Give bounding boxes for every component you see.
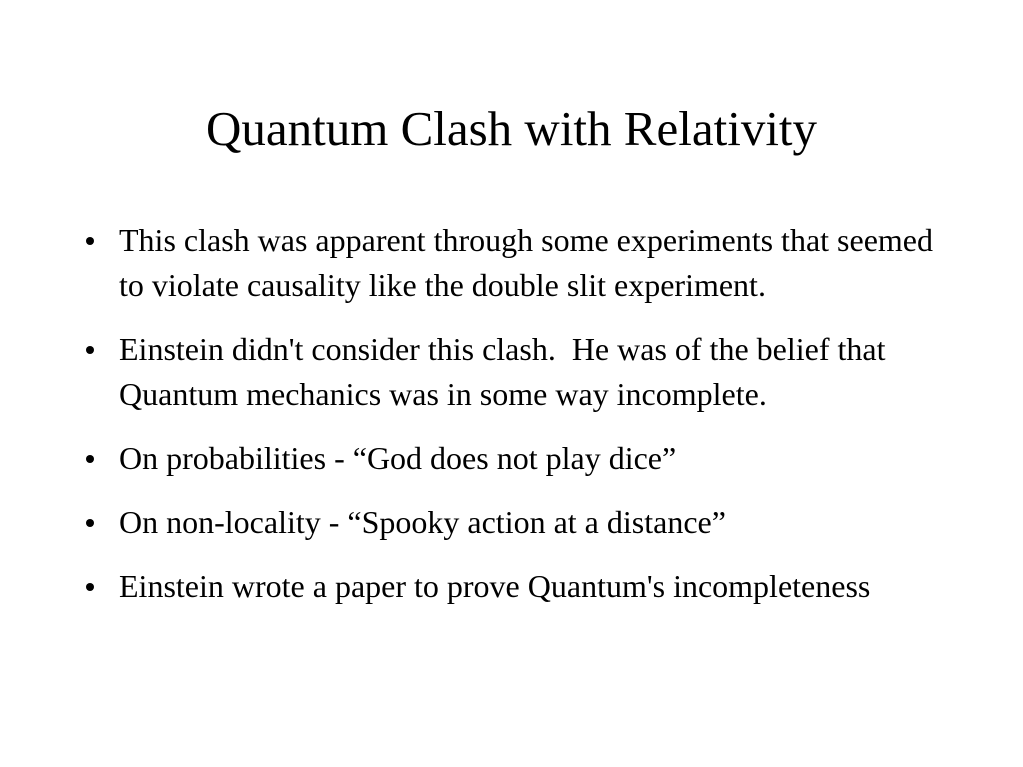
bullet-text: On probabilities - “God does not play dice” [119, 440, 677, 476]
bullet-item [83, 218, 963, 308]
slide-title: Quantum Clash with Relativity [205, 101, 818, 156]
bullet-text: Einstein didn't consider this clash. He was of the belief that Quantum mechanics was in some way incomplete. [119, 331, 894, 412]
bullet-item [83, 500, 963, 545]
bullet-item [83, 327, 963, 417]
bullet-item [83, 564, 963, 609]
bullet-dot-icon [86, 583, 94, 591]
bullet-text: On non-locality - “Spooky action at a distance” [119, 504, 726, 540]
bullet-dot-icon [86, 519, 94, 527]
bullet-item [83, 436, 963, 481]
bullet-dot-icon [86, 455, 94, 463]
bullet-text: This clash was apparent through some experiments that seemed to violate causality like the double slit experiment. [119, 222, 933, 303]
bullet-text: Einstein wrote a paper to prove Quantum's incompleteness [119, 568, 871, 604]
bullet-dot-icon [86, 237, 94, 245]
bullet-list [83, 218, 963, 628]
bullet-dot-icon [86, 346, 94, 354]
